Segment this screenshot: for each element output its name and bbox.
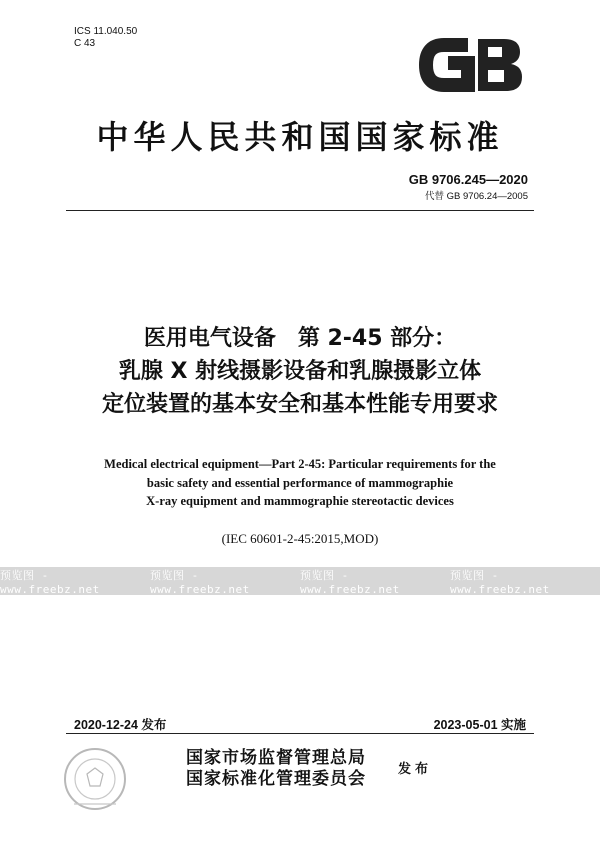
footer-divider bbox=[66, 733, 534, 734]
issuer-line: 国家市场监督管理总局 bbox=[186, 748, 366, 768]
header-divider bbox=[66, 210, 534, 211]
watermark-text: 预览图 - www.freebz.net bbox=[450, 568, 550, 596]
standard-code-block bbox=[409, 172, 528, 202]
implementation-date: 2023-05-01 实施 bbox=[433, 718, 526, 732]
english-title-line: X-ray equipment and mammographie stereotactic devices bbox=[146, 494, 454, 508]
ccs-code: C 43 bbox=[74, 38, 96, 49]
classification-codes bbox=[74, 26, 137, 50]
issuer-line: 国家标准化管理委员会 bbox=[186, 769, 366, 789]
gb-logo-icon bbox=[418, 36, 528, 94]
standard-number: GB 9706.245—2020 bbox=[408, 172, 528, 187]
issue-date: 2020-12-24 发布 bbox=[74, 718, 167, 732]
chinese-title-line: 乳腺 X 射线摄影设备和乳腺摄影立体 bbox=[118, 359, 482, 384]
watermark-text: 预览图 - www.freebz.net bbox=[150, 568, 250, 596]
issuing-authorities bbox=[186, 748, 366, 790]
watermark-band bbox=[0, 567, 600, 595]
iec-reference: (IEC 60601-2-45:2015,MOD) bbox=[221, 531, 379, 546]
ics-code: ICS 11.040.50 bbox=[74, 26, 138, 37]
seal-stamp-icon bbox=[60, 744, 130, 814]
watermark-text: 预览图 - www.freebz.net bbox=[0, 568, 100, 596]
publish-label: 发布 bbox=[398, 762, 433, 777]
english-title-line: Medical electrical equipment—Part 2-45: Particular requirements for the bbox=[104, 457, 496, 471]
english-title-line: basic safety and essential performance of mammographie bbox=[146, 475, 454, 490]
watermark-text: 预览图 - www.freebz.net bbox=[300, 568, 400, 596]
chinese-title-line: 医用电气设备 第 2-45 部分： bbox=[143, 326, 457, 351]
chinese-title-line: 定位装置的基本安全和基本性能专用要求 bbox=[101, 392, 498, 417]
english-title bbox=[0, 455, 600, 511]
replaces-note: 代替 GB 9706.24—2005 bbox=[425, 191, 528, 202]
national-standard-title: 中华人民共和国国家标准 bbox=[96, 118, 504, 156]
chinese-title bbox=[0, 322, 600, 421]
